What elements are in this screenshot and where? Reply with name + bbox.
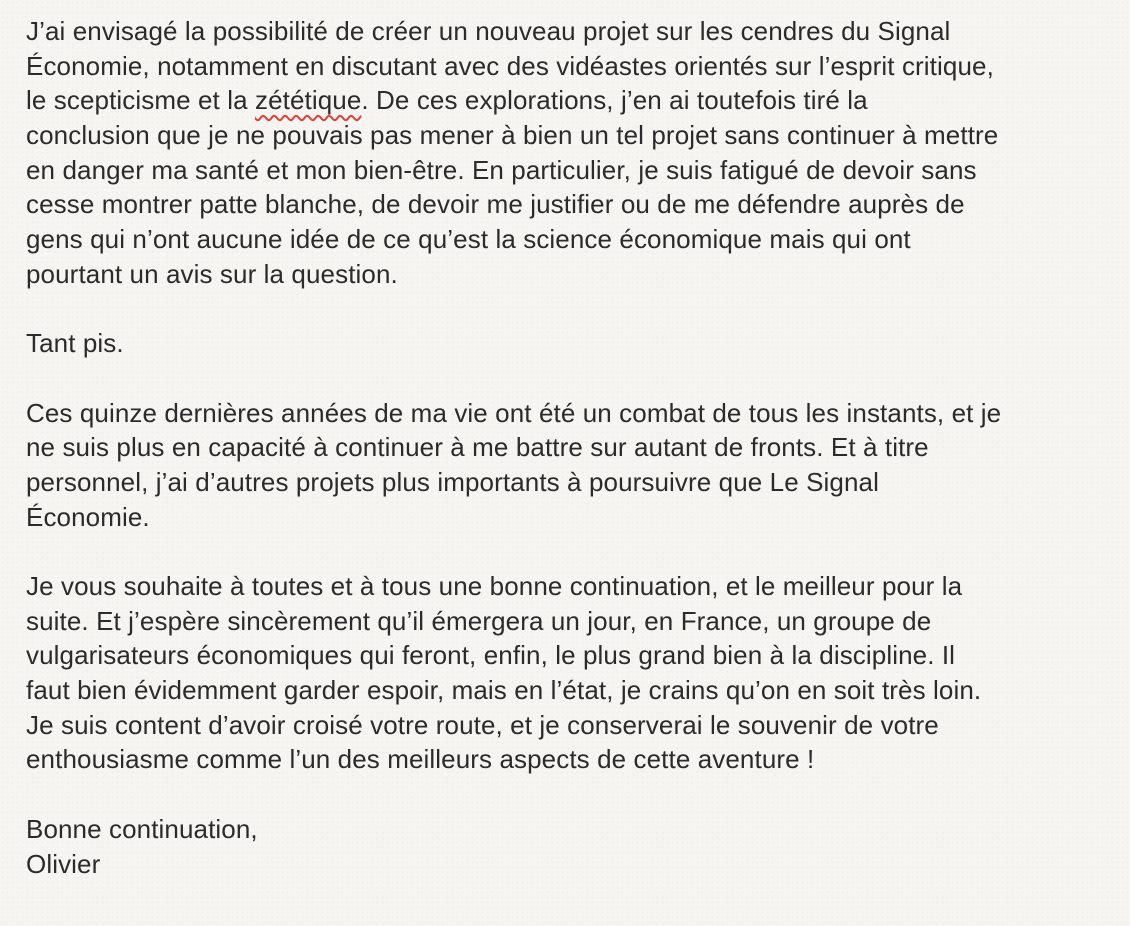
text-line: J’ai envisagé la possibilité de créer un nouveau projet sur les cendres du Signal (26, 16, 951, 46)
text-line: vulgarisateurs économiques qui feront, enfin, le plus grand bien à la discipline. Il (26, 640, 956, 671)
paragraph-project-explorations (26, 14, 1121, 292)
text-segment: le scepticisme et la (26, 85, 255, 116)
text-segment: . De ces explorations, j’en ai toutefois tiré la (361, 85, 868, 116)
closing-line: Bonne continuation, (26, 813, 258, 844)
text-line: ne suis plus en capacité à continuer à me battre sur autant de fronts. Et à titre (26, 432, 929, 463)
text-line: Tant pis. (26, 328, 124, 359)
text-line: cesse montrer patte blanche, de devoir me justifier ou de me défendre auprès de (26, 189, 965, 220)
text-line: Je suis content d’avoir croisé votre route, et je conserverai le souvenir de votre (26, 709, 939, 740)
text-line: en danger ma santé et mon bien-être. En particulier, je suis fatigué de devoir sans (26, 154, 977, 185)
text-line: pourtant un avis sur la question. (26, 258, 398, 289)
paragraph-spacer (26, 292, 1121, 327)
paragraph-spacer (26, 361, 1121, 396)
text-line: personnel, j’ai d’autres projets plus importants à poursuivre que Le Signal (26, 466, 879, 497)
misspelled-word[interactable]: zététique (254, 85, 362, 116)
text-line (26, 83, 1121, 118)
paragraph-spacer (26, 534, 1121, 569)
paragraph-tant-pis (26, 326, 1121, 361)
text-line: Je vous souhaite à toutes et à tous une bonne continuation, et le meilleur pour la (26, 571, 963, 601)
paragraph-fifteen-years (26, 396, 1121, 535)
note-body (26, 14, 1121, 881)
text-line: conclusion que je ne pouvais pas mener à bien un tel projet sans continuer à mettre (26, 120, 999, 151)
paragraph-spacer (26, 777, 1121, 812)
paragraph-farewell-wishes (26, 569, 1121, 777)
signature-name: Olivier (26, 848, 101, 879)
text-line: gens qui n’ont aucune idée de ce qu’est la science économique mais qui ont (26, 224, 911, 255)
signature-block (26, 812, 1121, 881)
text-line: Économie. (26, 501, 150, 532)
text-line: Économie, notamment en discutant avec des vidéastes orientés sur l’esprit critique, (26, 50, 994, 81)
text-line: faut bien évidemment garder espoir, mais en l’état, je crains qu’on en soit très loin. (26, 675, 982, 706)
text-line: Ces quinze dernières années de ma vie ont été un combat de tous les instants, et je (26, 397, 1002, 428)
text-line: enthousiasme comme l’un des meilleurs aspects de cette aventure ! (26, 744, 815, 775)
text-line: suite. Et j’espère sincèrement qu’il émergera un jour, en France, un groupe de (26, 605, 932, 636)
